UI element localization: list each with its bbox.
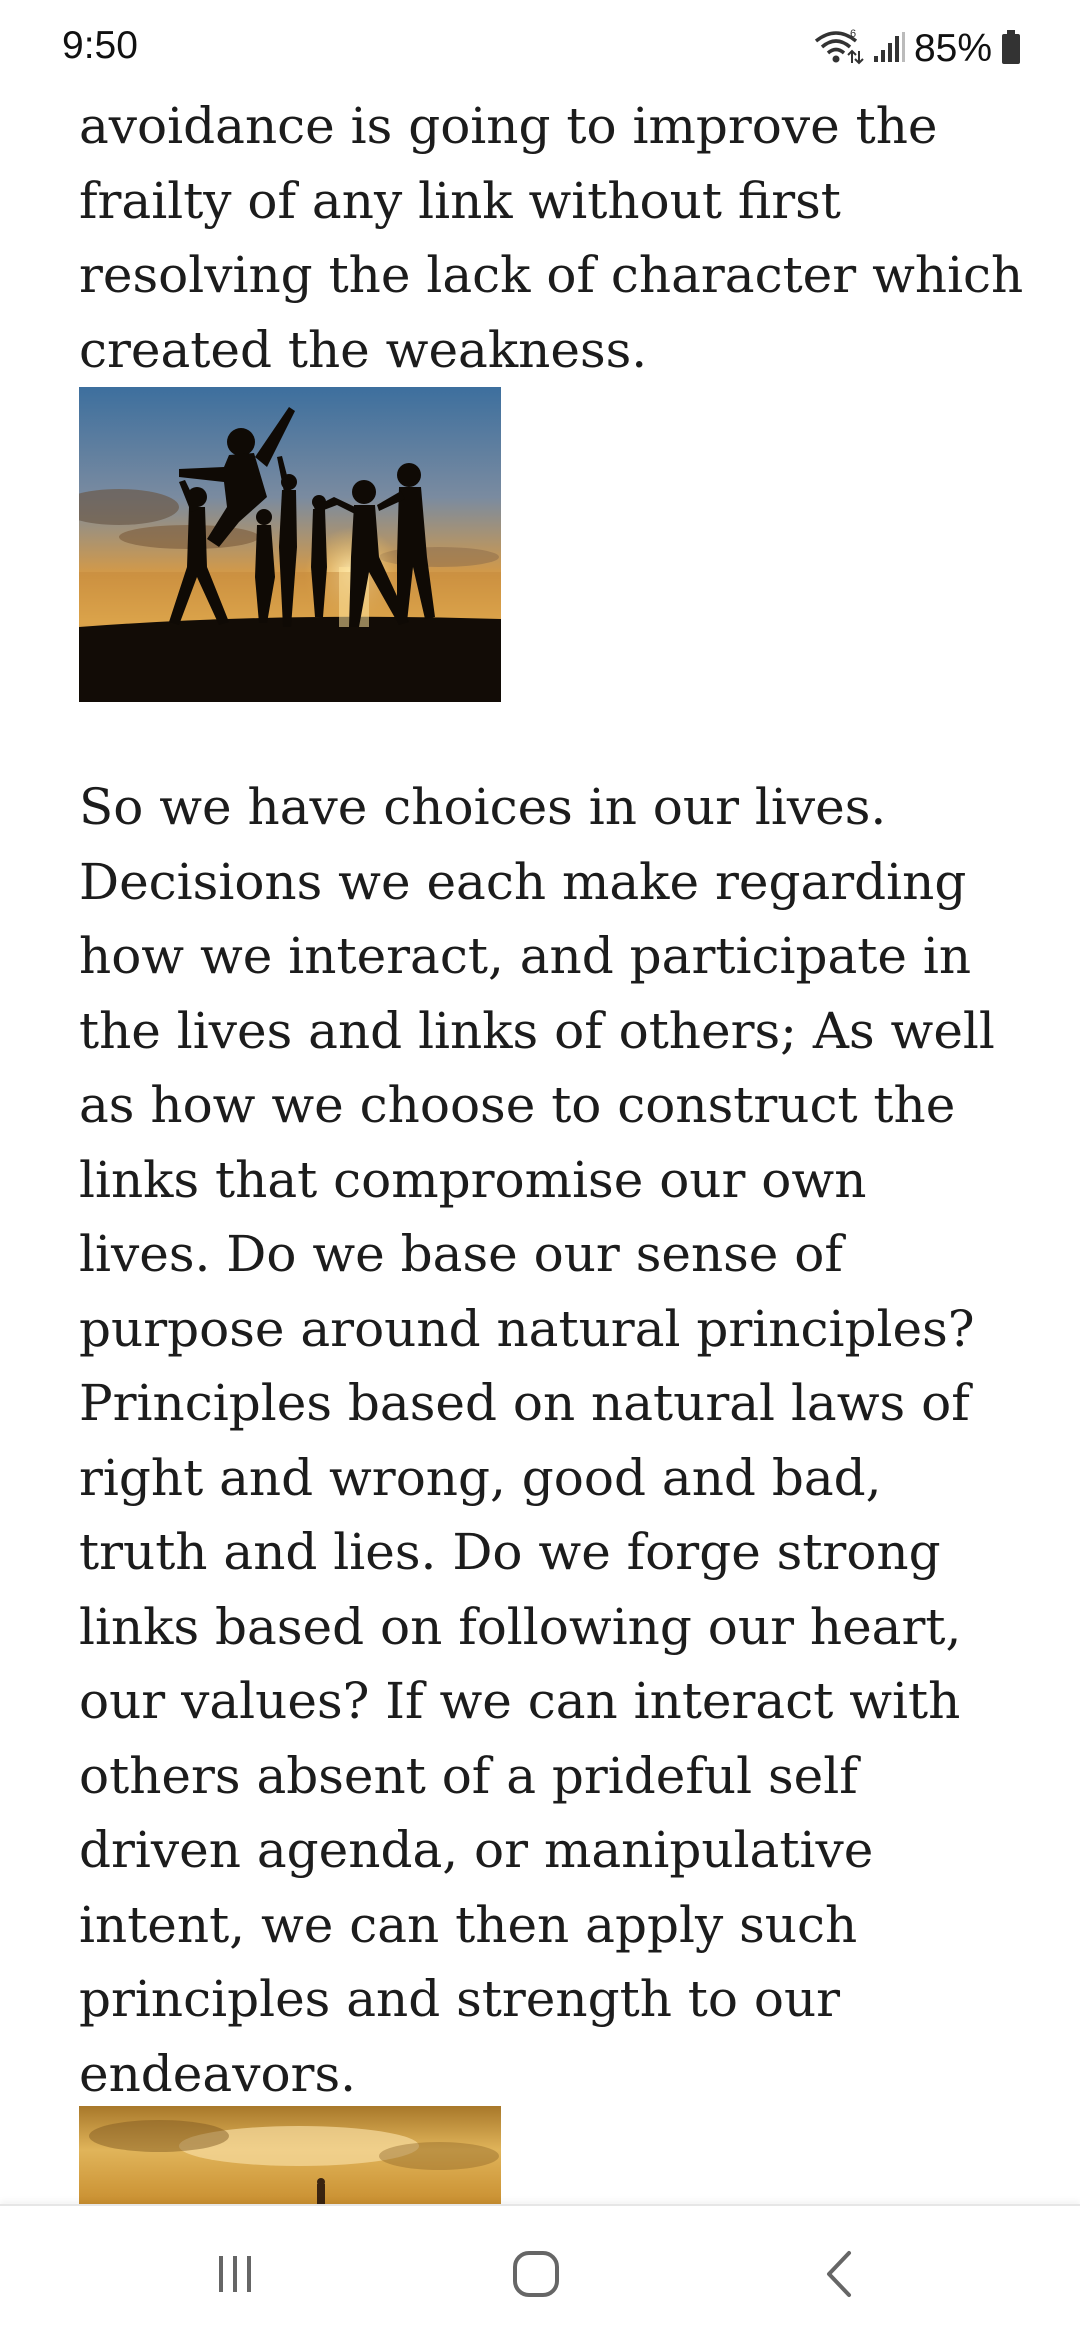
status-time: 9:50 (62, 24, 138, 67)
svg-text:6: 6 (849, 28, 857, 40)
back-button[interactable] (800, 2236, 880, 2316)
status-bar (0, 0, 1080, 96)
signal-icon (872, 30, 906, 68)
wifi-icon (812, 27, 864, 71)
navigation-bar (0, 2204, 1080, 2342)
home-button[interactable] (496, 2236, 576, 2316)
article-paragraph: avoidance is going to improve the frailty of any link without first resolving the lack of character which created the weakness. (79, 97, 1024, 379)
battery-percent: 85% (913, 27, 992, 70)
recent-apps-icon (212, 2251, 258, 2301)
golden-sky-image (79, 2106, 501, 2204)
sunset-silhouette-image (79, 387, 501, 702)
status-icons (812, 24, 1022, 74)
home-icon (511, 2249, 561, 2303)
battery-icon (1000, 29, 1022, 69)
back-icon (817, 2249, 863, 2303)
recent-apps-button[interactable] (195, 2236, 275, 2316)
article-paragraph: So we have choices in our lives. Decisions we each make regarding how we interact, and participate in the lives and links of others; As well as how we choose to construct the links that compromise our own lives. Do we base our sense of purpose around natural principles? Principles based on natural laws of right and wrong, good and bad, truth and lies. Do we forge strong links based on following our heart, our values? If we can interact with others absent of a prideful self driven agenda, or manipulative intent, we can then apply such principles and strength to our endeavors. (79, 778, 995, 2103)
